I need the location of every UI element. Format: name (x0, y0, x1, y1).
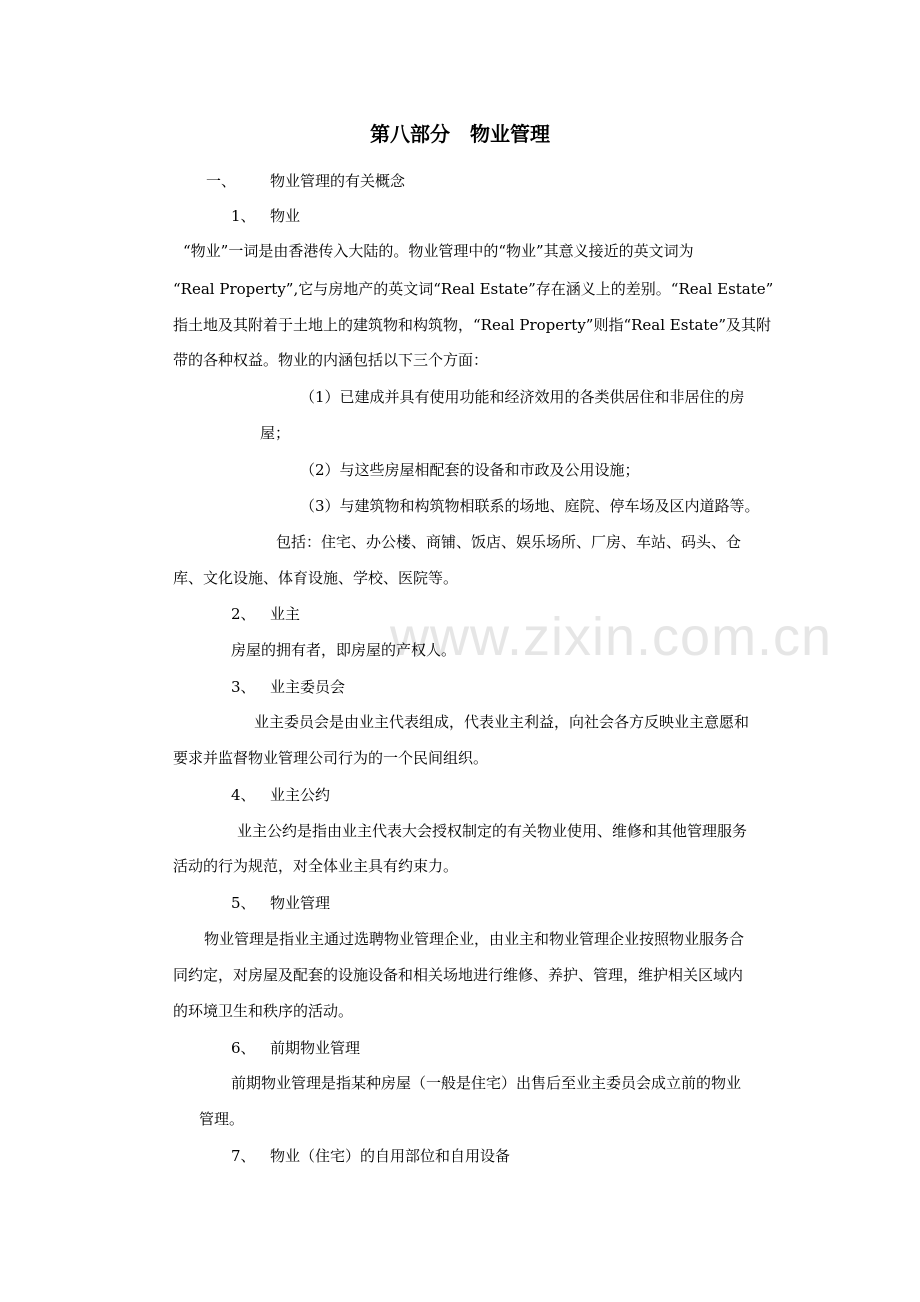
item-number: 1、 (231, 207, 256, 225)
paragraph-line: 的环境卫生和秩序的活动。 (173, 1002, 354, 1020)
list-item: （3）与建筑物和构筑物相联系的场地、庭院、停车场及区内道路等。 (300, 497, 760, 515)
paragraph-line: 管理。 (199, 1110, 245, 1128)
paragraph-line: 库、文化设施、体育设施、学校、医院等。 (173, 569, 459, 587)
item-number: 5、 (231, 894, 256, 912)
item-heading: 业主委员会 (270, 678, 346, 696)
paragraph-line: 要求并监督物业管理公司行为的一个民间组织。 (173, 749, 489, 767)
paragraph-line: “物业”一词是由香港传入大陆的。物业管理中的“物业”其意义接近的英文词为 (183, 242, 694, 260)
paragraph-line: 活动的行为规范，对全体业主具有约束力。 (173, 857, 459, 875)
item-heading: 物业管理 (270, 894, 331, 912)
item-heading: 物业 (270, 207, 301, 225)
paragraph-line: 指土地及其附着于土地上的建筑物和构筑物，“Real Property”则指“Real Estate”及其附 (173, 316, 772, 334)
item-number: 2、 (231, 605, 256, 623)
list-item: （2）与这些房屋相配套的设备和市政及公用设施； (300, 461, 640, 479)
paragraph-line: 包括：住宅、办公楼、商铺、饭店、娱乐场所、厂房、车站、码头、仓 (276, 533, 742, 551)
item-number: 6、 (231, 1039, 256, 1057)
section-heading: 物业管理的有关概念 (270, 172, 406, 190)
paragraph-line: 业主委员会是由业主代表组成，代表业主利益，向社会各方反映业主意愿和 (254, 713, 750, 731)
item-number: 7、 (231, 1147, 256, 1165)
paragraph-line: 带的各种权益。物业的内涵包括以下三个方面： (173, 351, 489, 369)
watermark: www.zixin.com.cn (390, 607, 833, 667)
list-item: 屋； (260, 424, 291, 442)
item-heading: 物业（住宅）的自用部位和自用设备 (270, 1147, 511, 1165)
paragraph-line: 前期物业管理是指某种房屋（一般是住宅）出售后至业主委员会成立前的物业 (231, 1074, 742, 1092)
section-number: 一、 (206, 172, 237, 190)
paragraph-line: 同约定，对房屋及配套的设施设备和相关场地进行维修、养护、管理，维护相关区域内 (173, 966, 744, 984)
item-number: 3、 (231, 678, 256, 696)
paragraph-line: 业主公约是指由业主代表大会授权制定的有关物业使用、维修和其他管理服务 (237, 822, 748, 840)
paragraph-line: 房屋的拥有者，即房屋的产权人。 (231, 641, 457, 659)
item-heading: 前期物业管理 (270, 1039, 361, 1057)
list-item: （1）已建成并具有使用功能和经济效用的各类供居住和非居住的房 (300, 388, 745, 406)
paragraph-line: “Real Property”,它与房地产的英文词“Real Estate”存在涵义上的差别。“Real Estate” (173, 280, 774, 298)
item-heading: 业主 (270, 605, 301, 623)
paragraph-line: 物业管理是指业主通过选聘物业管理企业，由业主和物业管理企业按照物业服务合 (204, 930, 745, 948)
item-heading: 业主公约 (270, 786, 331, 804)
item-number: 4、 (231, 786, 256, 804)
page-title: 第八部分 物业管理 (370, 122, 550, 146)
